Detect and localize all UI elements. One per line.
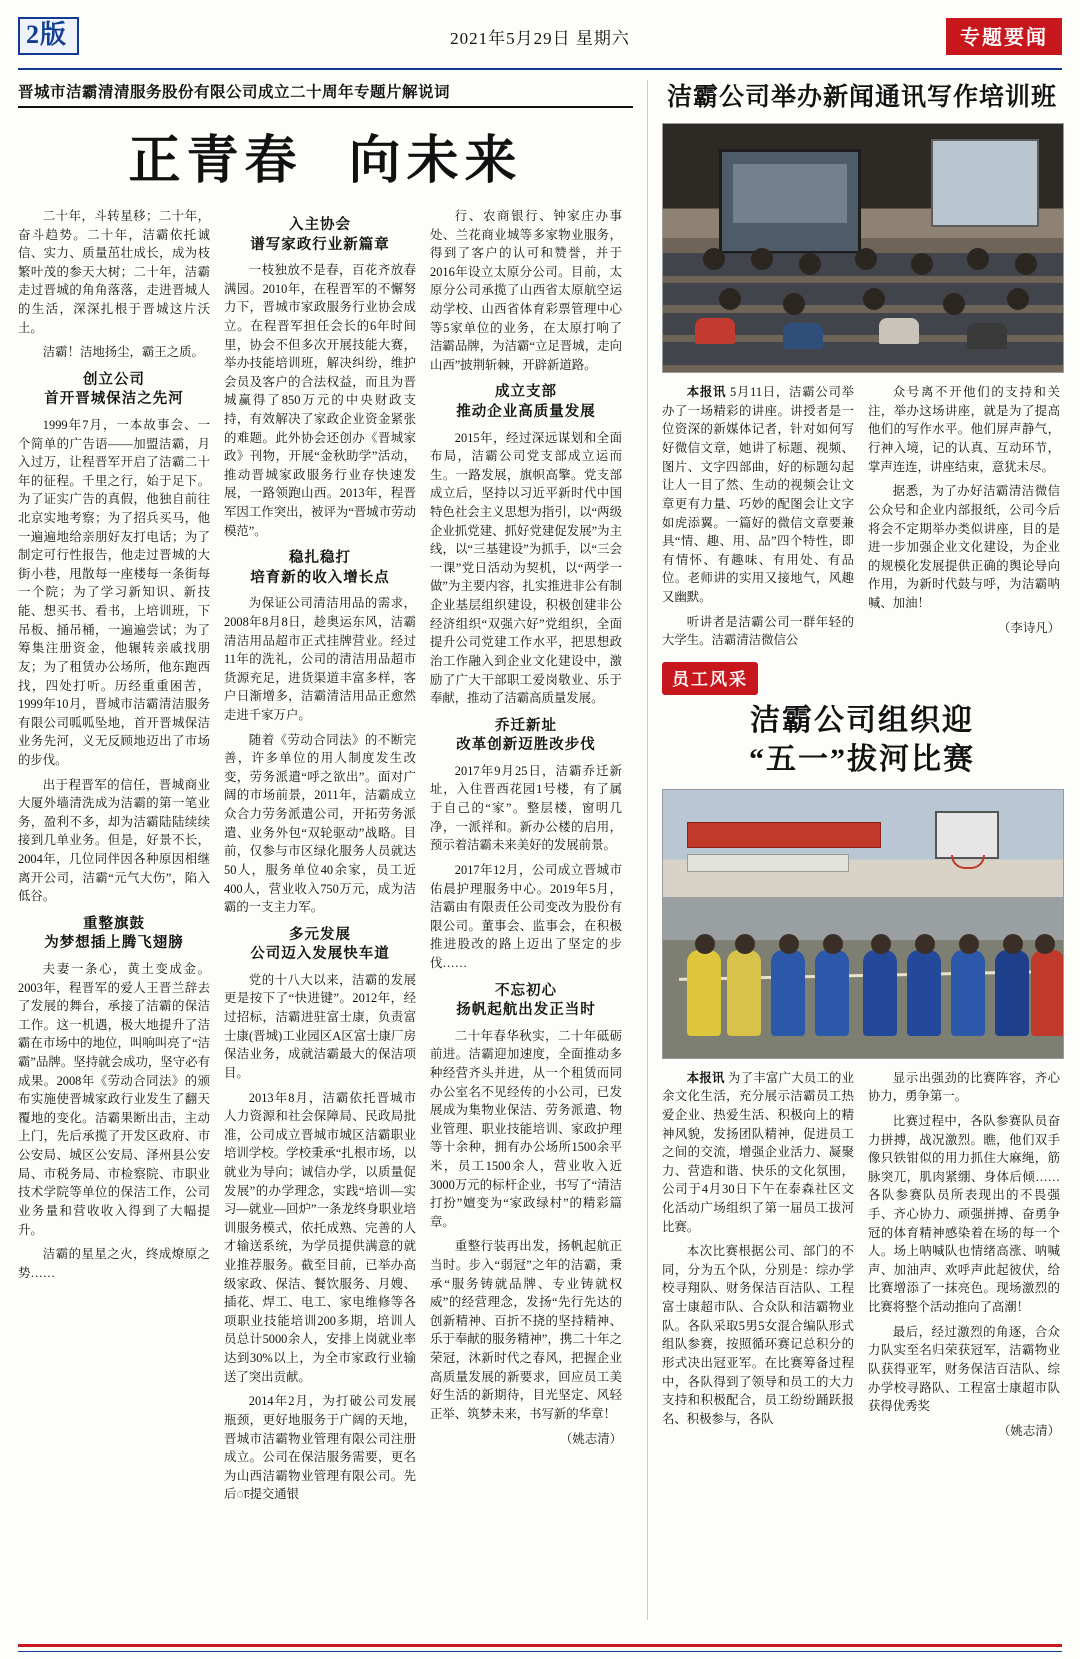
article-byline: （李诗凡） xyxy=(998,620,1060,635)
subheading-line: 扬帆起航出发正当时 xyxy=(456,1002,596,1019)
page-title xyxy=(18,118,633,193)
paragraph: 出于程晋军的信任，晋城商业大厦外墙清洗成为洁霸的第一笔业务，盈利不多，却为洁霸陆陆续续接到几单业务。但是，好景不长，2004年，几位同伴因各种原因相继离开公司，洁霸“元气大伤”，陷入低谷。 xyxy=(18,777,210,904)
subheading-line: 为梦想插上腾飞翅膀 xyxy=(44,935,184,952)
paragraph: 听讲者是洁霸公司一群年轻的大学生。洁霸清洁微信公 xyxy=(662,614,854,648)
paragraph: 洁霸的星星之火，终成燎原之势…… xyxy=(18,1247,210,1280)
subheading-line: 不忘初心 xyxy=(495,982,557,999)
paragraph: 二十年春华秋实，二十年砥砺前进。洁霸迎加速度，全面推动多种经营齐头并进，从一个租赁而同办公室名不见经传的小公司，已发展成为集物业保洁、劳务派遣、物业管理、职业技能培训、家政护理等十余种，拥有办公场所1500余平米，员工1500余人，营业收入近3000万元的标杆企业，书写了“清洁打扮”嬗变为“家政绿村”的精彩篇章。 xyxy=(430,1028,622,1229)
paragraph: 本次比赛根据公司、部门的不同，分为五个队，分别是：综办学校寻翔队、财务保洁百洁队、工程富士康超市队、合众队和洁霸物业队。各队采取5男5女混合编队形式组队参赛，按照循环赛记总积分的形式决出冠亚军。在比赛筹备过程中，各队得到了领导和员工的大力支持和积极配合，员工纷纷踊跃报名、积极参与，各队 xyxy=(662,1244,854,1426)
article-byline: （姚志清） xyxy=(998,1423,1060,1438)
paragraph: 行、农商银行、钟家庄办事处、兰花商业城等多家物业服务，得到了客户的认可和赞誉，并于2016年设立太原分公司。目前，太原分公司承揽了山西省太原航空运动学校、山西省体育彩票管理中心等5家单位的业务，在太原打响了洁霸品牌，为洁霸“立足晋城，走向山西”披荆斩棘，开辟新道路。 xyxy=(430,209,622,372)
paragraph: 据悉，为了办好洁霸清洁微信公众号和企业内部报纸，公司今后将会不定期举办类似讲座，目的是进一步加强企业文化建设，为企业的规模化发展提供正确的舆论导向作用，为新时代鼓与呼，为洁霸呐喊、加油！ xyxy=(868,484,1060,610)
paragraph: 2014年2月，为打破公司发展瓶颈，更好地服务于广阔的天地，晋城市洁霸物业管理有限公司注册成立。公司在保洁服务需要，更名为山西洁霸物业管理有限公司。先后ाः提交通银 xyxy=(224,1394,416,1502)
subheading xyxy=(430,383,622,422)
tug-of-war-photo xyxy=(662,789,1064,1059)
side-articles xyxy=(648,80,1062,1620)
training-class-photo xyxy=(662,123,1064,373)
subheading-line: 改革创新迈胜改步伐 xyxy=(456,737,596,754)
subheading xyxy=(18,915,210,954)
paragraph-text: 5月11日，洁霸公司举办了一场精彩的讲座。讲授者是一位资深的新媒体记者，针对如何写好微信文章，她讲了标题、视频、图片、文字四部曲，好的标题勾起让人一目了然、生动的视频会让文章更有力量、巧妙的配图会让文字如虎添翼。一篇好的微信文章要兼具“情、趣、用、品”四个特性，即有情怀、有趣味、有用处、有品位。老师讲的实用又接地气，风趣又幽默。 xyxy=(662,385,854,604)
subheading-line: 稳扎稳打 xyxy=(289,550,351,567)
subheading-line: 重整旗鼓 xyxy=(83,915,145,932)
page-number-badge: 2版 xyxy=(18,17,79,55)
masthead-divider xyxy=(18,68,1062,70)
paragraph: 随着《劳动合同法》的不断完善，许多单位的用人制度发生改变，劳务派遣“呼之欲出”。面对广阔的市场前景，2011年，洁霸成立众合力劳务派遣公司，开拓劳务派遣、业务外包“双轮驱动”战略。目前，仅参与市区绿化服务人员就达50人，服务单位40余家，员工近400人，营业收入750万元，成为洁霸的一支主力军。 xyxy=(224,732,416,915)
article-column-2 xyxy=(224,207,416,1510)
subheading-line: 公司迈入发展快车道 xyxy=(250,946,390,963)
side-article-1-columns xyxy=(662,383,1062,656)
side-article-1-column-1 xyxy=(662,383,854,656)
subheading-line: 入主协会 xyxy=(289,217,351,233)
paragraph xyxy=(662,1069,854,1236)
paragraph: 夫妻一条心，黄土变成金。2003年，程晋军的爱人王晋兰辞去了发展的舞台，承接了洁霸的保洁工作。这一机遇，极大地提升了洁霸在市场中的地位，叫响叫亮了“洁霸”品牌。坚持就会成功，坚守必有成果。2008年《劳动合同法》的颁布实施使晋城家政行业发生了翻天覆地的变化。洁霸果断出击，主动上门，先后承揽了开发区政府、市公安局、城区公安局、泽州县公安局、市税务局、市检察院、市职业技术学院等单位的保洁工作，公司业务量和营收收入得到了大幅提升。 xyxy=(18,961,210,1237)
section-label: 专题要闻 xyxy=(946,18,1062,55)
paragraph xyxy=(662,383,854,606)
subheading xyxy=(224,549,416,588)
paragraph: 2017年9月25日，洁霸乔迁新址，入住晋西花园1号楼，有了属于自己的“家”。整层楼，窗明几净，一派祥和。新办公楼的启用，预示着洁霸未来美好的发展前景。 xyxy=(430,763,622,853)
paragraph: 洁霸！洁地扬尘，霸王之质。 xyxy=(42,345,204,360)
article-column-1 xyxy=(18,207,210,1510)
article-kicker: 晋城市洁霸清清服务股份有限公司成立二十周年专题片解说词 xyxy=(18,80,633,108)
paragraph: 2013年8月，洁霸依托晋城市人力资源和社会保障局、民政局批准，公司成立晋城市城区洁霸职业培训学校。学校秉承“扎根市场，以就业为导向；诚信办学，以质量促发展”的办学理念，实践“培训—实习—就业—回炉”一条龙终身职业培训服务模式，依托成熟、完善的人才输送系统，为学员提供满意的就业推荐服务。截至目前，已举办高级家政、保洁、餐饮服务、月嫂、插花、焊工、电工、家电维修等各项职业技能培训200多期，培训人员总计5000余人，安排上岗就业率达到30%以上，为全市家政行业输送了突出贡献。 xyxy=(224,1090,416,1384)
column-tag-badge: 员工风采 xyxy=(662,662,758,695)
paragraph: 显示出强劲的比赛阵容，齐心协力，勇争第一。 xyxy=(868,1070,1060,1104)
side-article-1-column-2 xyxy=(868,383,1060,656)
subheading-line: 乔迁新址 xyxy=(495,717,557,734)
article-columns xyxy=(18,207,633,1510)
article-column-3 xyxy=(430,207,622,1510)
dateline: 本报讯 xyxy=(686,1070,725,1085)
page-content xyxy=(18,80,1062,1620)
paragraph: 二十年，斗转星移；二十年，奋斗趋势。二十年，洁霸依托诚信、实力、质量茁壮成长，成为枝繁叶茂的参天大树；二十年，洁霸走过晋城的角角落落，走进晋城人的生活，深深扎根于晋城这片沃土。 xyxy=(18,209,210,335)
paragraph: 2015年，经过深远谋划和全面布局，洁霸公司党支部成立运而生。一路发展，旗帜高擎。党支部成立后，坚持以习近平新时代中国特色社会主义思想为指引，以“两级企业抓党建、抓好党建促发展”为主线，以“三基建设”为抓手，以“三会一课”党日活动为契机，以“两学一做”为主要内容，扎实推进非公有制企业基层组织建设，积极创建非公经济组织“双强六好”党组织，全面提升公司党建工作水平，把思想政治工作融入到企业文化建设中，激励了广大干部职工爱岗敬业、乐于奉献，推动了洁霸高质量发展。 xyxy=(430,430,622,706)
paragraph-text: 为了丰富广大员工的业余文化生活，充分展示洁霸员工热爱企业、热爱生活、积极向上的精神风貌，发扬团队精神，促进员工之间的交流，增强企业活力、凝聚力、营造和谐、快乐的文化氛围，公司于4月30日下午在泰森社区文化活动广场组织了第一届员工拔河比赛。 xyxy=(662,1070,855,1234)
paragraph: 2017年12月，公司成立晋城市佑晨护理服务中心。2019年5月，洁霸由有限责任公司变改为股份有限公司。董事会、监事会，在积极推进股改的路上迈出了坚定的步伐…… xyxy=(430,862,622,970)
subheading xyxy=(224,926,416,965)
subheading xyxy=(430,717,622,756)
paragraph: 为保证公司清洁用品的需求，2008年8月8日，趁奥运东风，洁霸清洁用品超市正式挂牌营业。经过11年的洗礼，公司的清洁用品超市货源充足，进货渠道丰富多样，客户日渐增多，洁霸清洁用品正愈然走进千家万户。 xyxy=(224,596,416,723)
subheading-line: 首开晋城保洁之先河 xyxy=(44,391,184,408)
title-line: 洁霸公司组织迎 xyxy=(750,703,974,737)
publication-date: 2021年5月29日 星期六 xyxy=(450,28,630,48)
masthead xyxy=(18,0,1062,62)
side-article-2-column-1 xyxy=(662,1069,854,1447)
subheading-line: 谱写家政行业新篇章 xyxy=(250,236,390,253)
side-article-2-title xyxy=(662,701,1062,779)
headline-part-a: 正青春 xyxy=(128,133,303,190)
footer-divider xyxy=(18,1644,1062,1647)
headline-part-b: 向未来 xyxy=(348,133,523,190)
paragraph: 重整行装再出发，扬帆起航正当时。步入“弱冠”之年的洁霸，秉承“服务铸就品牌、专业铸就权威”的经营理念，发扬“先行先达的创新精神、百折不挠的坚持精神、乐于奉献的服务精神”，携二十年之荣冠，沐新时代之春风，把握企业高质量发展的新要求，回应员工美好生活的新期待，目光坚定、风轻正举、筑梦未来，书写新的华章！ xyxy=(430,1239,622,1421)
paragraph: 最后，经过激烈的角逐，合众力队实至名归荣获冠军，洁霸物业队获得亚军，财务保洁百洁队、综办学校寻路队、工程富士康超市队获得优秀奖 xyxy=(868,1324,1060,1414)
subheading-line: 培育新的收入增长点 xyxy=(250,569,390,586)
paragraph: 1999年7月，一本故事会、一个简单的广告语——加盟洁霸，月入过万，让程晋军开启了洁霸二十年的征程。千里之行，始于足下。为了证实广告的真假，他独自前往北京实地考察；为了招兵买马，他一遍遍地给亲朋好友打电话；为了制定可行性报告，他走过晋城的大街小巷，甩散每一座楼每一条街每一个院；为了学习新知识、新技能、想买书、看书，上培训班，下吊板、捅吊桶，一遍遍尝试；为了筹集注册资金，他辗转亲戚找朋友；为了租赁办公场所，他东跑西找，四处打听。历经重重困苦，1999年10月，晋城市洁霸清洁服务有限公司呱呱坠地，首开晋城保洁业务先河，义无反顾地迈出了市场的步伐。 xyxy=(18,418,210,767)
side-article-2-column-2 xyxy=(868,1069,1060,1447)
subheading-line: 创立公司 xyxy=(83,371,145,388)
paragraph: 比赛过程中，各队参赛队员奋力拼搏，战况激烈。瞧，他们双手像只铁钳似的用力抓住大麻绳，筋脉突兀，肌肉紧绷、身体后倾……各队参赛队员所表现出的不畏强手、齐心协力、顽强拼搏、奋勇争冠的体育精神感染着在场的每一个人。场上呐喊队也情绪高涨、呐喊声、加油声、欢呼声此起彼伏，给比赛增添了一抹亮色。现场激烈的比赛将整个活动推向了高潮！ xyxy=(868,1114,1060,1315)
subheading-line: 多元发展 xyxy=(289,926,351,943)
side-article-2-columns xyxy=(662,1069,1062,1447)
subheading xyxy=(430,982,622,1021)
dateline: 本报讯 xyxy=(686,385,727,400)
subheading-line: 成立支部 xyxy=(495,384,557,401)
title-line: “五一”拔河比赛 xyxy=(749,742,975,776)
paragraph: 众号离不开他们的支持和关注，举办这场讲座，就是为了提高他们的写作水平。他们屏声静气，行神入境，记的认真、互动环节，掌声连连，讲座结束，意犹未尽。 xyxy=(868,385,1060,474)
main-article xyxy=(18,80,648,1620)
article-byline: （姚志清） xyxy=(560,1431,622,1446)
side-article-1-title: 洁霸公司举办新闻通讯写作培训班 xyxy=(666,84,1057,111)
subheading xyxy=(18,371,210,410)
subheading-line: 推动企业高质量发展 xyxy=(456,404,596,421)
subheading xyxy=(224,216,416,255)
paragraph: 党的十八大以来，洁霸的发展更是按下了“快进键”。2012年，经过招标，洁霸进驻富士康，负责富士康(晋城)工业园区A区富士康厂房保洁业务，成就洁霸最大的保洁项目。 xyxy=(224,972,416,1080)
paragraph: 一枝独放不是春，百花齐放春满园。2010年，在程晋军的不懈努力下，晋城市家政服务行业协会成立。在程晋军担任会长的6年时间里，协会不但多次开展技能大赛，举办技能培训班，解决纠纷，维护会员及客户的合法权益，而且为晋城赢得了850万元的中央财政支持，有效解决了家政企业资金紧张的难题。此外协会还创办《晋城家政》刊物，开展“金秋助学”活动，推动晋城家政服务行业存快速发展，一路领跑山西。2013年，程晋军因工作突出，被评为“晋城市劳动模范”。 xyxy=(224,263,416,538)
